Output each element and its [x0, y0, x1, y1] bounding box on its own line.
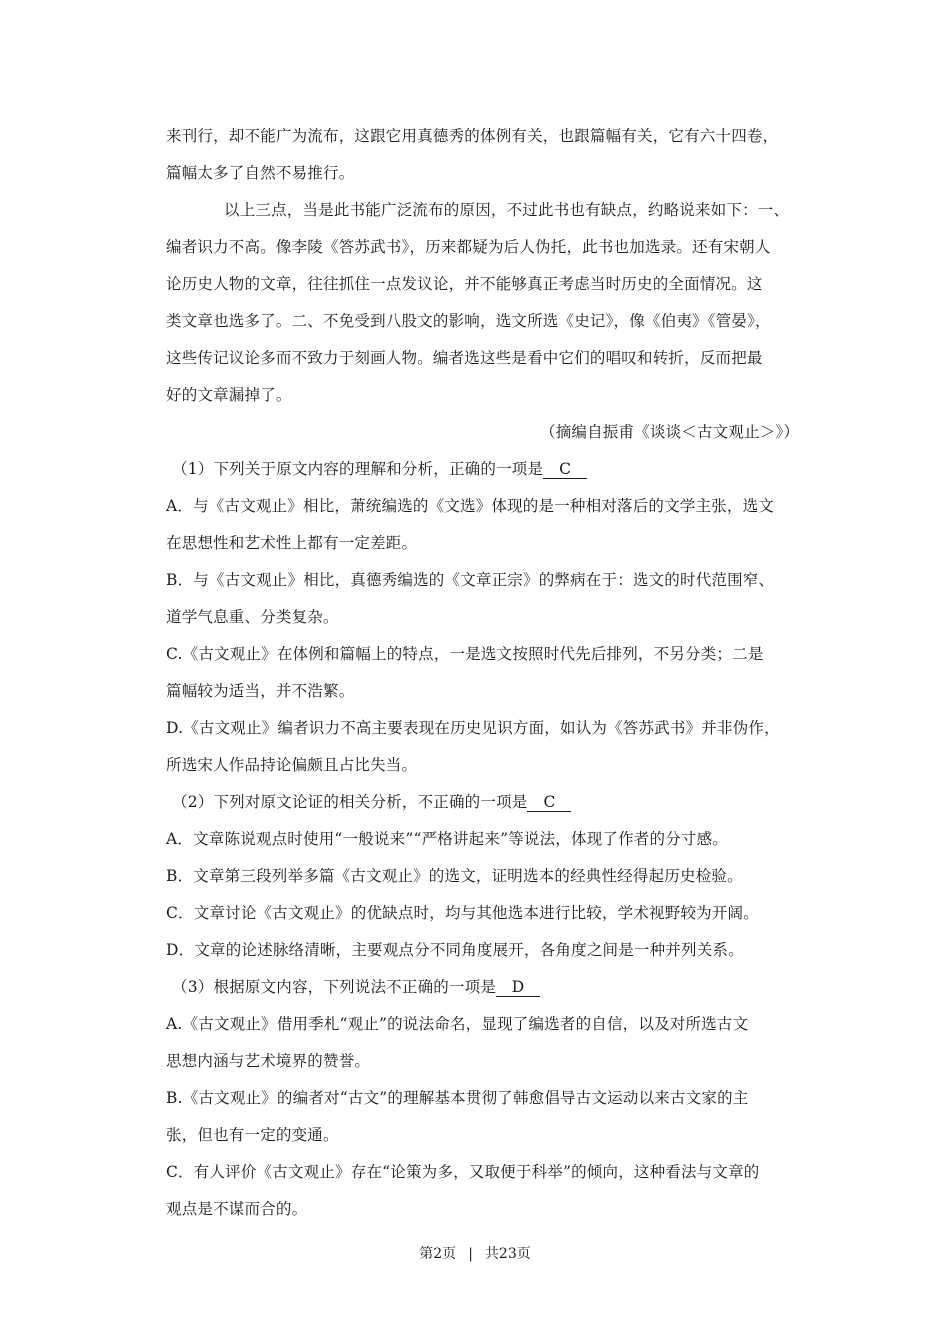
option-line: 思想内涵与艺术境界的赞誉。 — [166, 1052, 371, 1070]
option-line: 所选宋人作品持论偏颇且占比失当。 — [166, 756, 418, 774]
option-line: 道学气息重、分类复杂。 — [166, 608, 339, 626]
answer-blank: C — [527, 794, 571, 812]
page-footer — [0, 1244, 950, 1264]
source-citation: （摘编自振甫《谈谈＜古文观止＞》） — [540, 423, 800, 441]
paragraph-line: 好的文章漏掉了。 — [166, 386, 292, 404]
option-line: C．文章讨论《古文观止》的优缺点时，均与其他选本进行比较，学术视野较为开阔。 — [166, 904, 759, 922]
paragraph-line: 来刊行，却不能广为流布，这跟它用真德秀的体例有关，也跟篇幅有关，它有六十四卷， — [166, 127, 779, 145]
option-line: C.《古文观止》在体例和篇幅上的特点，一是选文按照时代先后排列，不另分类；二是 — [166, 645, 764, 663]
option-line: D.《古文观止》编者识力不高主要表现在历史见识方面，如认为《答苏武书》并非伪作， — [166, 719, 780, 737]
paragraph-line: 编者识力不高。像李陵《答苏武书》，历来都疑为后人伪托，此书也加选录。还有宋朝人 — [166, 238, 771, 256]
question-stem-text: （3）根据原文内容，下列说法不正确的一项是 — [172, 978, 497, 996]
option-line: C．有人评价《古文观止》存在“论策为多，又取便于科举”的倾向，这种看法与文章的 — [166, 1163, 760, 1181]
question-3-stem — [172, 977, 822, 997]
page-number: 第2页 — [419, 1246, 457, 1262]
answer-blank: D — [496, 979, 540, 997]
option-line: 观点是不谋而合的。 — [166, 1200, 308, 1218]
answer-blank: C — [543, 461, 587, 479]
question-stem-text: （2）下列对原文论证的相关分析，不正确的一项是 — [172, 793, 528, 811]
page-total: 共23页 — [484, 1246, 531, 1262]
option-line: 篇幅较为适当，并不浩繁。 — [166, 682, 355, 700]
paragraph-line: 类文章也选多了。二、不免受到八股文的影响，选文所选《史记》，像《伯夷》《管晏》， — [166, 312, 771, 330]
option-line: 在思想性和艺术性上都有一定差距。 — [166, 534, 418, 552]
option-line: A.《古文观止》借用季札“观止”的说法命名，显现了编选者的自信，以及对所选古文 — [166, 1015, 749, 1033]
option-line: B．与《古文观止》相比，真德秀编选的《文章正宗》的弊病在于：选文的时代范围窄、 — [166, 571, 775, 589]
option-line: B.《古文观止》的编者对“古文”的理解基本贯彻了韩愈倡导古文运动以来古文家的主 — [166, 1089, 749, 1107]
footer-separator: | — [468, 1246, 473, 1262]
question-stem-text: （1）下列关于原文内容的理解和分析，正确的一项是 — [172, 460, 544, 478]
paragraph-line: 这些传记议论多而不致力于刻画人物。编者选这些是看中它们的唱叹和转折，反而把最 — [166, 349, 763, 367]
paragraph-line: 篇幅太多了自然不易推行。 — [166, 164, 355, 182]
option-line: A．文章陈说观点时使用“一般说来”“严格讲起来”等说法，体现了作者的分寸感。 — [166, 830, 728, 848]
question-2-stem — [172, 792, 822, 812]
paragraph-line: 论历史人物的文章，往往抓住一点发议论，并不能够真正考虑当时历史的全面情况。这 — [166, 275, 763, 293]
option-line: A．与《古文观止》相比，萧统编选的《文选》体现的是一种相对落后的文学主张，选文 — [166, 497, 774, 515]
paragraph-line: 以上三点，当是此书能广泛流布的原因，不过此书也有缺点，约略说来如下：一、 — [224, 201, 790, 219]
question-1-stem — [172, 459, 822, 479]
option-line: D．文章的论述脉络清晰，主要观点分不同角度展开，各角度之间是一种并列关系。 — [166, 941, 744, 959]
option-line: B．文章第三段列举多篇《古文观止》的选文，证明选本的经典性经得起历史检验。 — [166, 867, 743, 885]
option-line: 张，但也有一定的变通。 — [166, 1126, 339, 1144]
